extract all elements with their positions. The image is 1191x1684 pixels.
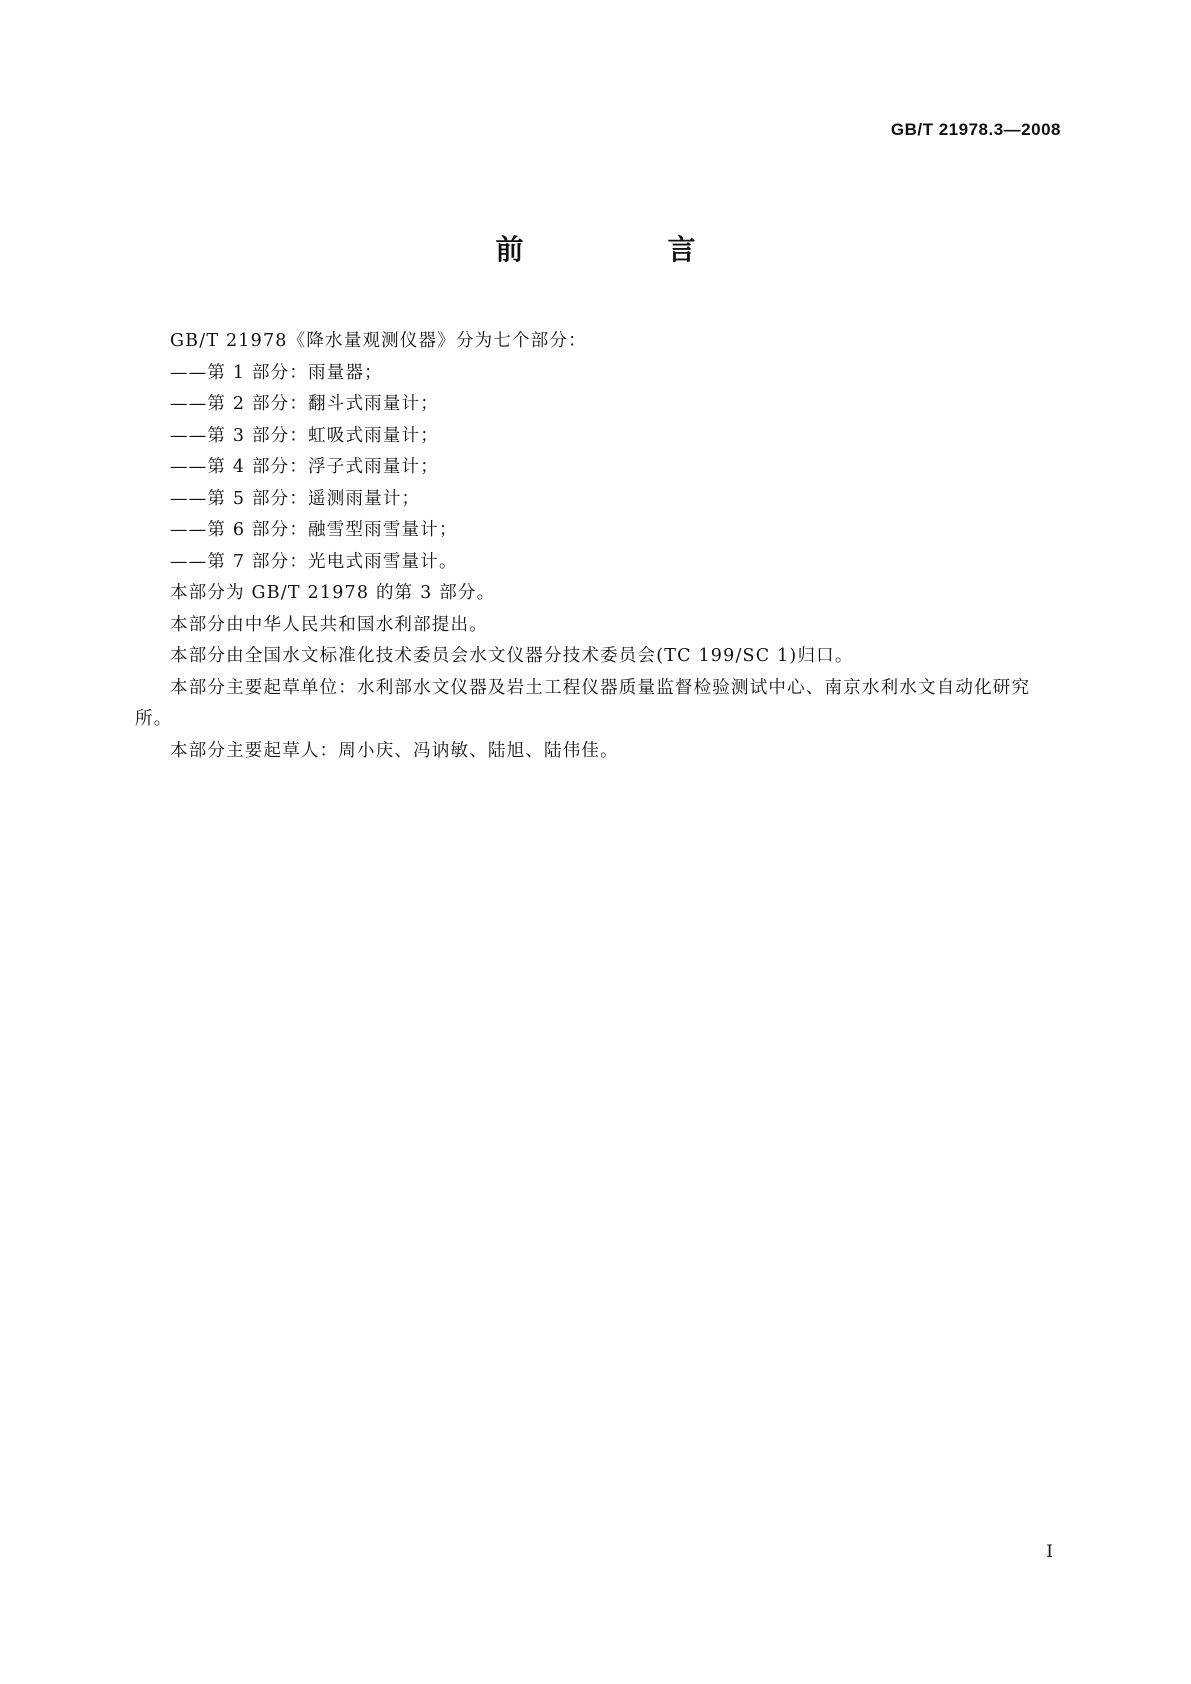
list-item-part-2: ——第 2 部分：翻斗式雨量计；: [170, 394, 439, 414]
paragraph-drafting-units: 本部分主要起草单位：水利部水文仪器及岩土工程仪器质量监督检验测试中心、南京水利水文自动化研究所。: [135, 677, 1031, 729]
paragraph-technical-committee: 本部分由全国水文标准化技术委员会水文仪器分技术委员会(TC 199/SC 1)归口。: [170, 646, 854, 666]
list-item-part-7: ——第 7 部分：光电式雨雪量计。: [170, 551, 458, 572]
paragraph-intro: GB/T 21978《降水量观测仪器》分为七个部分：: [170, 331, 587, 351]
list-item-part-1: ——第 1 部分：雨量器；: [170, 362, 383, 383]
paragraph-proposer: 本部分由中华人民共和国水利部提出。: [170, 614, 488, 635]
page-number: I: [1046, 1542, 1053, 1562]
list-item-part-5: ——第 5 部分：遥测雨量计；: [170, 488, 421, 509]
paragraph-drafters: 本部分主要起草人：周小庆、冯讷敏、陆旭、陆伟佳。: [170, 740, 619, 761]
list-item-part-6: ——第 6 部分：融雪型雨雪量计；: [170, 520, 458, 540]
page-title: 前 言: [495, 233, 754, 266]
list-item-part-3: ——第 3 部分：虹吸式雨量计；: [170, 425, 439, 446]
foreword-body: [135, 326, 1060, 767]
standard-code: GB/T 21978.3—2008: [890, 120, 1061, 139]
paragraph-part-statement: 本部分为 GB/T 21978 的第 3 部分。: [170, 583, 496, 603]
list-item-part-4: ——第 4 部分：浮子式雨量计；: [170, 457, 439, 477]
